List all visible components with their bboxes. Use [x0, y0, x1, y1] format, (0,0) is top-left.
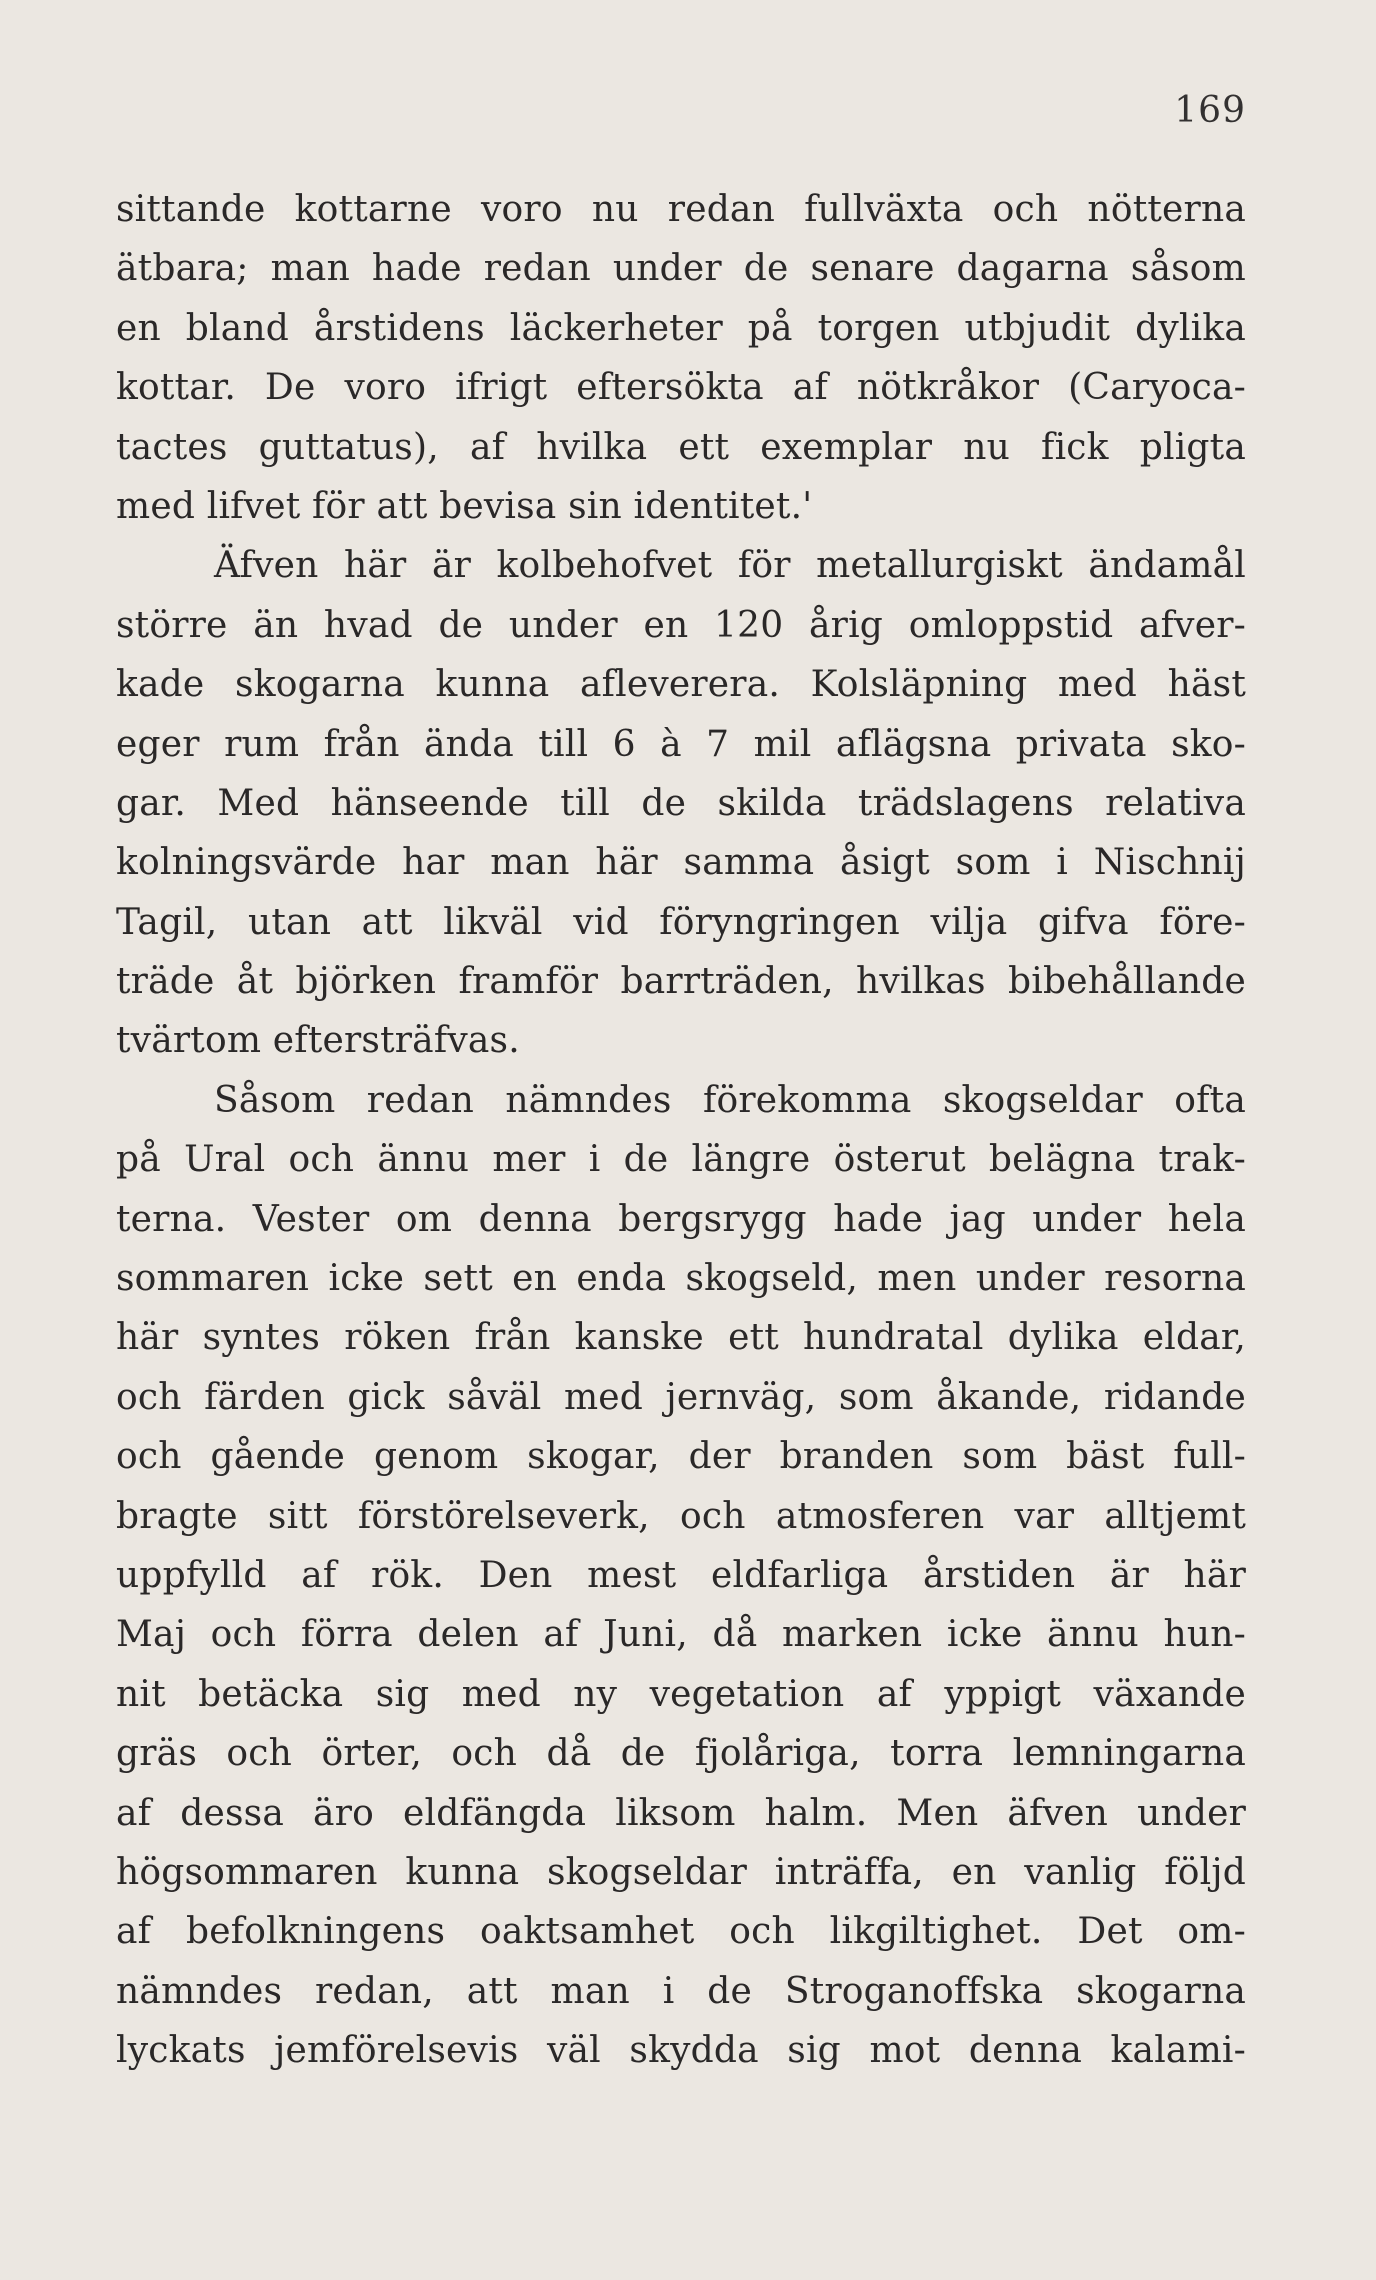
text-line: eger rum från ända till 6 à 7 mil aflägsna privata sko- — [116, 723, 1246, 765]
text-line: en bland årstidens läckerheter på torgen utbjudit dylika — [116, 307, 1246, 349]
text-line: terna. Vester om denna bergsrygg hade jag under hela — [116, 1198, 1246, 1240]
text-line: Tagil, utan att likväl vid föryngringen vilja gifva före- — [116, 901, 1246, 943]
text-line: nit betäcka sig med ny vegetation af yppigt växande — [116, 1673, 1246, 1715]
text-line: Såsom redan nämndes förekomma skogseldar ofta — [214, 1079, 1246, 1121]
page-number: 169 — [1174, 90, 1246, 131]
text-line: större än hvad de under en 120 årig omloppstid afver- — [116, 604, 1246, 646]
text-line: kolningsvärde har man här samma åsigt som i Nischnij — [116, 842, 1246, 884]
text-line: tactes guttatus), af hvilka ett exemplar nu fick pligta — [116, 426, 1246, 468]
text-line: Äfven här är kolbehofvet för metallurgiskt ändamål — [214, 545, 1246, 587]
text-line: nämndes redan, att man i de Stroganoffska skogarna — [116, 1970, 1246, 2012]
text-line: sittande kottarne voro nu redan fullväxta och nötterna — [116, 189, 1246, 230]
text-line: uppfylld af rök. Den mest eldfarliga årstiden är här — [116, 1554, 1246, 1596]
text-line: af befolkningens oaktsamhet och likgiltighet. Det om- — [116, 1911, 1246, 1953]
text-line: gar. Med hänseende till de skilda trädslagens relativa — [116, 782, 1246, 824]
text-line: träde åt björken framför barrträden, hvilkas bibehållande — [116, 961, 1246, 1003]
body-text — [116, 180, 1246, 2081]
text-line: tvärtom eftersträfvas. — [116, 1020, 520, 1062]
text-line: här syntes röken från kanske ett hundratal dylika eldar, — [116, 1317, 1246, 1359]
text-line: gräs och örter, och då de fjolåriga, torra lemningarna — [116, 1733, 1246, 1775]
text-line: af dessa äro eldfängda liksom halm. Men äfven under — [116, 1792, 1246, 1834]
text-line: och gående genom skogar, der branden som bäst full- — [116, 1436, 1246, 1478]
text-line: Maj och förra delen af Juni, då marken icke ännu hun- — [116, 1614, 1246, 1656]
text-line: med lifvet för att bevisa sin identitet.' — [116, 485, 813, 527]
text-line: och färden gick såväl med jernväg, som åkande, ridande — [116, 1376, 1246, 1418]
text-line: på Ural och ännu mer i de längre österut belägna trak- — [116, 1139, 1246, 1181]
text-line: lyckats jemförelsevis väl skydda sig mot denna kalami- — [116, 2030, 1246, 2072]
text-line: kade skogarna kunna afleverera. Kolsläpning med häst — [116, 664, 1246, 706]
text-line: bragte sitt förstörelseverk, och atmosferen var alltjemt — [116, 1495, 1246, 1537]
text-line: kottar. De voro ifrigt eftersökta af nötkråkor (Caryoca- — [116, 367, 1246, 409]
text-line: sommaren icke sett en enda skogseld, men under resorna — [116, 1258, 1246, 1300]
text-line: ätbara; man hade redan under de senare dagarna såsom — [116, 248, 1246, 290]
text-line: högsommaren kunna skogseldar inträffa, en vanlig följd — [116, 1851, 1246, 1893]
